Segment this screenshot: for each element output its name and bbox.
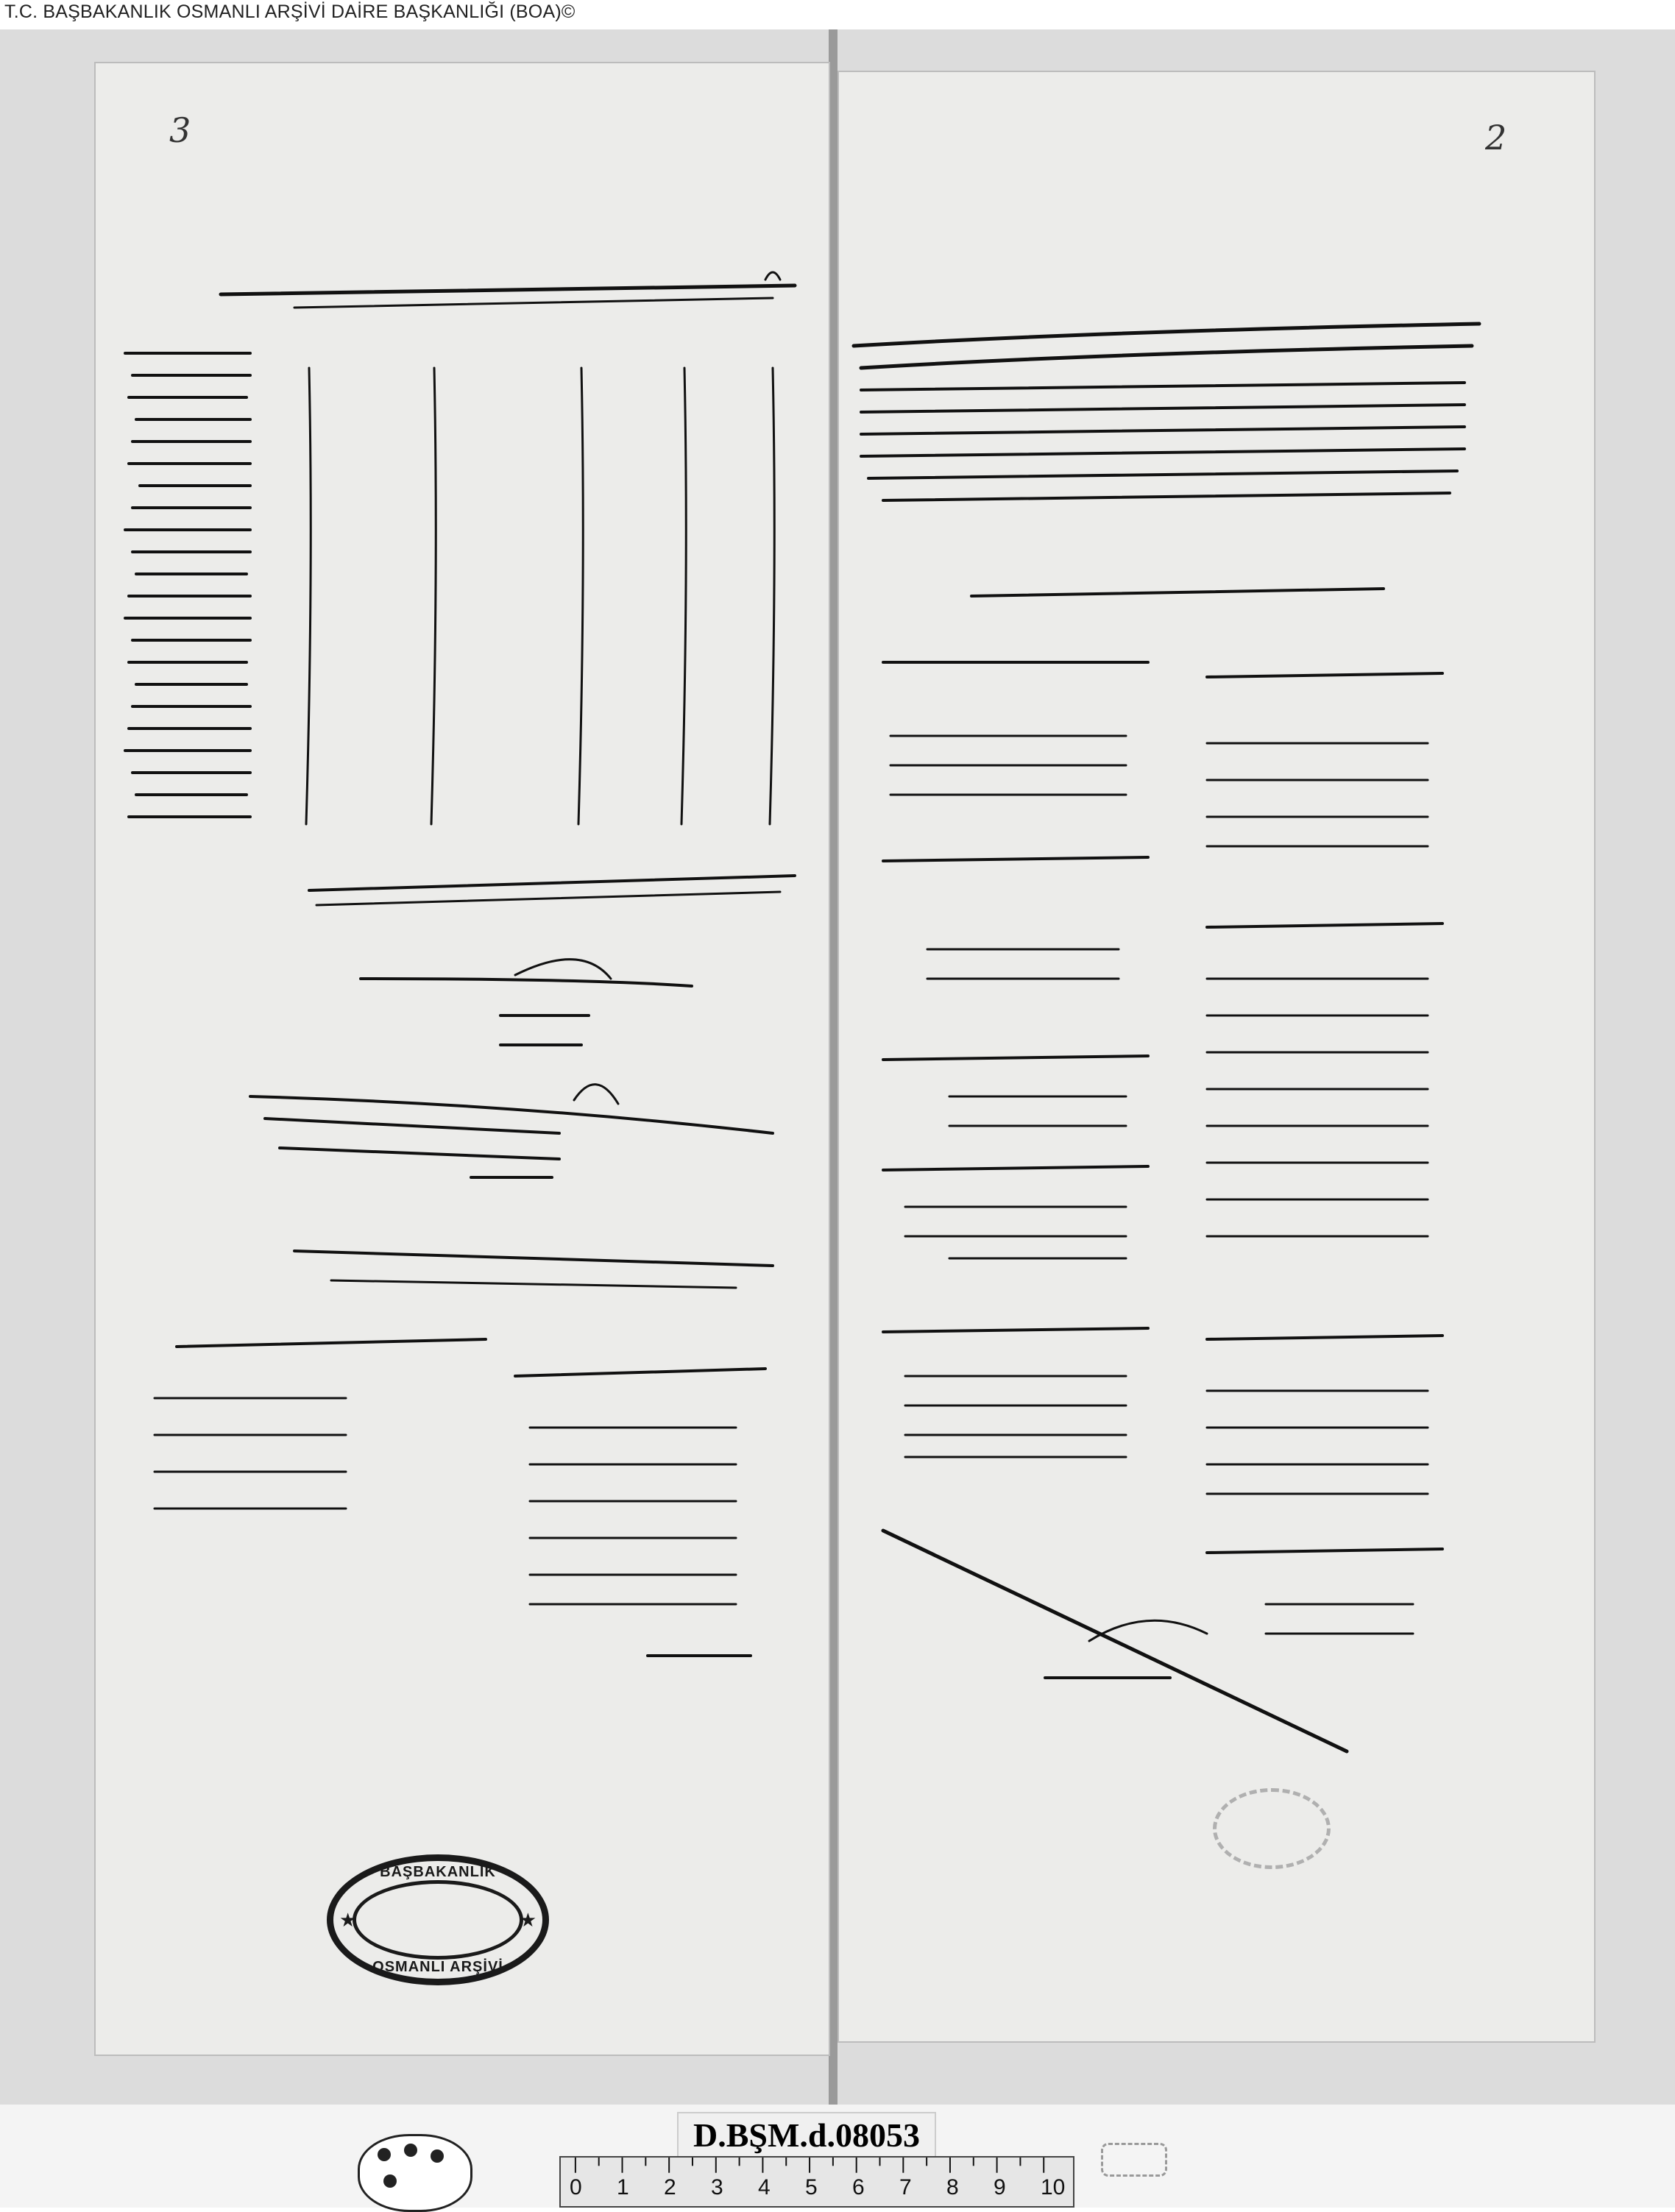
scale-ruler	[559, 2156, 1074, 2208]
palette-dot	[383, 2174, 397, 2188]
palette-dot	[431, 2149, 444, 2163]
palette-icon	[358, 2134, 472, 2212]
left-summary-1	[361, 960, 692, 1045]
ruler-label: 3	[711, 2175, 723, 2199]
ruler-label: 1	[617, 2175, 629, 2199]
palette-dot	[404, 2144, 417, 2157]
left-summary-2	[250, 1085, 773, 1177]
ruler-label: 8	[946, 2175, 959, 2199]
star-icon: ★	[519, 1910, 537, 1932]
ruler-label: 10	[1041, 2175, 1066, 2199]
archive-stamp	[327, 1854, 549, 1985]
folio-number-right: 2	[1485, 118, 1507, 157]
stamp-inner-ring	[353, 1880, 523, 1960]
right-blocks	[883, 662, 1442, 1634]
ruler-label: 5	[805, 2175, 818, 2199]
right-diagonal-total	[883, 1531, 1347, 1751]
left-totals-row	[309, 876, 795, 905]
palette-dot	[378, 2148, 391, 2161]
stamp-bottom-text: OSMANLI ARŞİVİ	[372, 1959, 503, 1975]
folio-number-left: 3	[169, 110, 191, 150]
ruler-label: 4	[758, 2175, 771, 2199]
paper-clip-mark	[1101, 2143, 1167, 2177]
ruler-label: 2	[664, 2175, 676, 2199]
star-icon: ★	[339, 1910, 357, 1932]
reference-code: D.BŞM.d.08053	[677, 2112, 936, 2159]
archive-banner: T.C. BAŞBAKANLIK OSMANLI ARŞİVİ DAİRE BAŞKANLIĞI (BOA)©	[4, 1, 576, 22]
left-numeric-columns	[306, 368, 774, 824]
stamp-top-text: BAŞBAKANLIK	[380, 1864, 496, 1880]
left-section-2-header	[294, 1251, 773, 1288]
faint-stamp-mark	[1213, 1788, 1331, 1869]
right-header-paragraph	[854, 324, 1479, 500]
right-section-title	[971, 589, 1384, 596]
ruler-label: 7	[899, 2175, 912, 2199]
left-name-column	[125, 353, 250, 817]
left-section-2-blocks	[155, 1339, 765, 1656]
ruler-label: 6	[852, 2175, 865, 2199]
ruler-label: 9	[994, 2175, 1006, 2199]
left-header-line	[221, 272, 795, 308]
ruler-label: 0	[570, 2175, 582, 2199]
